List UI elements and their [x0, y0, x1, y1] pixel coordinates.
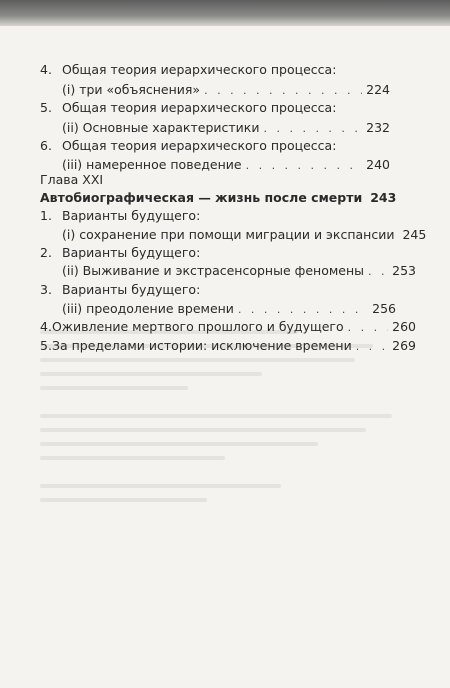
entry-number: 6. — [40, 138, 52, 153]
toc-entry-title — [40, 245, 415, 261]
page-number: 224 — [366, 82, 390, 97]
entry-subtitle: (i) три «объяснения» — [62, 82, 201, 97]
page-number: 245 — [402, 227, 427, 242]
entry-subtitle: (iii) намеренное поведение — [62, 157, 242, 172]
entry-title: Оживление мертвого прошлого и будущего — [51, 319, 344, 334]
entry-number: 4. — [40, 319, 52, 334]
chapter-entry[interactable] — [40, 190, 397, 207]
toc-entry-title — [40, 62, 415, 78]
toc-entry-title — [40, 138, 415, 154]
entry-subtitle: (ii) Выживание и экстрасенсорные феномены — [62, 263, 365, 278]
entry-number: 2. — [40, 245, 52, 260]
chapter-label — [40, 172, 103, 188]
dot-leader — [263, 121, 362, 137]
page-number: 240 — [366, 157, 390, 172]
page-number: 253 — [392, 263, 416, 278]
dot-leader — [246, 158, 363, 174]
entry-subtitle: (iii) преодоление времени — [62, 301, 234, 316]
entry-number: 4. — [40, 62, 52, 77]
chapter-number: Глава XXI — [40, 172, 104, 187]
page-number: 260 — [392, 319, 416, 334]
dot-leader — [348, 320, 388, 336]
dot-leader — [238, 302, 368, 318]
entry-title: Общая теория иерархического процесса: — [62, 100, 337, 115]
entry-title: За пределами истории: исключение времени — [51, 338, 352, 353]
page-number: 243 — [370, 190, 397, 205]
entry-title: Общая теория иерархического процесса: — [62, 138, 337, 153]
entry-subtitle: (ii) Основные характеристики — [62, 120, 260, 135]
dot-leader — [368, 264, 388, 280]
entry-title: Варианты будущего: — [62, 245, 201, 260]
entry-title: Варианты будущего: — [62, 208, 201, 223]
page-number: 256 — [372, 301, 396, 316]
toc-entry[interactable] — [40, 319, 416, 336]
toc-entry[interactable] — [40, 338, 416, 355]
entry-number: 3. — [40, 282, 52, 297]
entry-title: Общая теория иерархического процесса: — [62, 62, 337, 77]
entry-number: 1. — [40, 208, 52, 223]
toc-entry-title — [40, 282, 415, 298]
toc-entry[interactable] — [62, 82, 390, 99]
page-number: 232 — [366, 120, 390, 135]
toc-entry[interactable] — [62, 263, 416, 280]
toc-entry[interactable] — [62, 120, 390, 137]
entry-title: Варианты будущего: — [62, 282, 201, 297]
toc-entry[interactable] — [62, 157, 390, 174]
dot-leader — [356, 339, 388, 355]
toc-entry-title — [40, 100, 415, 116]
entry-subtitle: (i) сохранение при помощи миграции и экспансии — [62, 227, 395, 242]
entry-number: 5. — [40, 100, 52, 115]
chapter-title: Автобиографическая — жизнь после смерти — [40, 190, 363, 205]
toc-entry-title — [40, 208, 415, 224]
toc-entry[interactable] — [62, 301, 396, 318]
dot-leader — [204, 83, 362, 99]
page-number: 269 — [392, 338, 416, 353]
entry-number: 5. — [40, 338, 52, 353]
toc-entry[interactable] — [62, 227, 427, 244]
